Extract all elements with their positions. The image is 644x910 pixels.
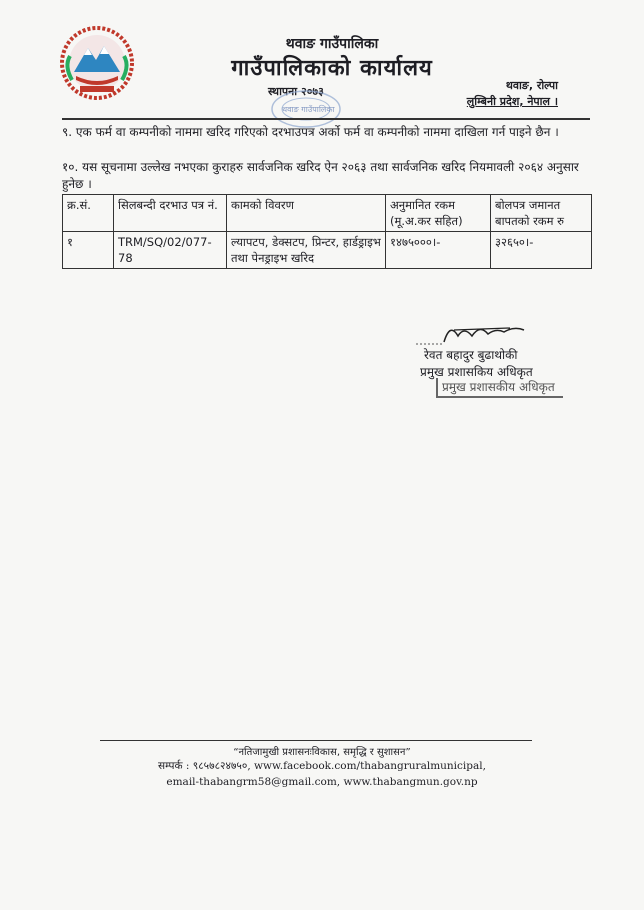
footer-contact-line2: email-thabangrm58@gmail.com, www.thabangmun.gov.np (166, 776, 478, 788)
cell-estimated-amount: १४७५०००।- (386, 232, 491, 269)
signatory-title: प्रमुख प्रशासकिय अधिकृत (420, 365, 533, 379)
col-serial: क्र.सं. (63, 195, 114, 232)
office-address-line2: लुम्बिनी प्रदेश, नेपाल । (466, 95, 558, 108)
table-header-row (63, 195, 592, 232)
header-divider (62, 118, 590, 120)
quotation-table (62, 194, 592, 269)
signature-stamp: प्रमुख प्रशासकीय अधिकृत (436, 378, 563, 398)
col-quotation-no: सिलबन्दी दरभाउ पत्र नं. (114, 195, 227, 232)
signatory-name: रेवत बहादुर बुढाथोकी (424, 348, 518, 362)
cell-bid-security: ३२६५०।- (491, 232, 592, 269)
stamp-text: थवाङ गाउँपालिका (282, 105, 335, 114)
footer-motto: “नतिजामुखी प्रशासनःविकास, समृद्धि र सुशासन” (233, 747, 411, 758)
cell-quotation-no: TRM/SQ/02/077-78 (114, 232, 227, 269)
col-estimated-amount: अनुमानित रकम (मू.अ.कर सहित) (386, 195, 491, 232)
table-row (63, 232, 592, 269)
cell-description: ल्यापटप, डेक्सटप, प्रिन्टर, हार्डड्राइभ तथा पेनड्राइभ खरिद (227, 232, 386, 269)
municipality-name: थवाङ गाउँपालिका (285, 36, 379, 52)
footer-divider (100, 740, 532, 741)
cell-serial: १ (63, 232, 114, 269)
established-year: स्थापना २०७३ (268, 85, 324, 98)
col-description: कामको विवरण (227, 195, 386, 232)
office-title: गाउँपालिकाको कार्यालय (231, 56, 433, 81)
footer-contact-line1: सम्पर्क : ९८५७८२४७५०, www.facebook.com/thabangruralmunicipal, (158, 760, 486, 772)
clause-9: ९. एक फर्म वा कम्पनीको नाममा खरिद गरिएको दरभाउपत्र अर्को फर्म वा कम्पनीको नाममा दाखिला गर्न पाइने छैन । (62, 125, 559, 139)
signature-scribble (414, 318, 534, 348)
footer-contact (0, 758, 644, 790)
col-bid-security: बोलपत्र जमानत बापतको रकम रु (491, 195, 592, 232)
office-address-line1: थवाङ, रोल्पा (505, 79, 558, 92)
clause-10: १०. यस सूचनामा उल्लेख नभएका कुराहरु सार्वजनिक खरिद ऐन २०६३ तथा सार्वजनिक खरिद नियमावली २०६४ अनुसार हुनेछ । (62, 160, 579, 191)
